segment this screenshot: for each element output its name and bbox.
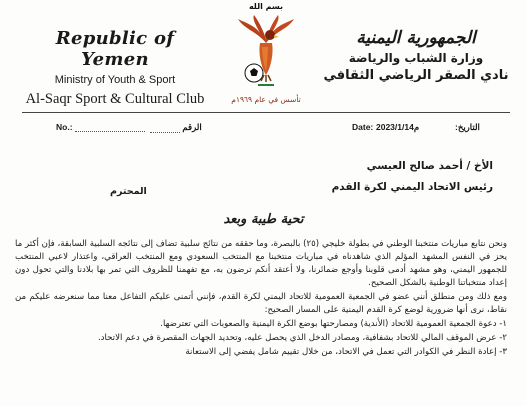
club-logo	[226, 2, 306, 110]
date-value: 2023/1/14م	[376, 122, 420, 132]
letterhead-arabic	[321, 28, 511, 83]
date-ar: التاريخ:	[455, 122, 480, 132]
logo-established-text: تأسس في عام ١٩٦٩م	[231, 95, 301, 104]
header-divider	[22, 112, 510, 113]
date-en: Date:	[352, 122, 374, 132]
body-paragraph-1: ونحن نتابع مباريات منتخبنا الوطني في بطولة خليجي (٢٥) بالبصرة، وما حققه من نتائج سلبية تضاف إلى نتائجه السلبية السابقة، فإن أكثر ما يحز في النفس المشهد المؤلم الذي شاهدناه في مباريات منتخبنا مع المنتخب السعودي ومع المنتخب العراقي، واعتذار لاعبي المنتخب للجمهور اليمني، وهو مشهد أدمى قلوبنا وأوجع ضمائرنا، ولا أعتقد أنكم ترضون به، مع تفهمنا للظروف التي تمر بها بلادنا والتي تحول دون إعداد منتخباتنا الوطنية بالشكل الصحيح.	[15, 239, 507, 288]
ministry-name-en: Ministry of Youth & Sport	[54, 74, 176, 86]
addressee-name: الأخ / أحمد صالح العيسي	[366, 160, 493, 172]
letterhead-english	[20, 28, 210, 108]
ref-number-en: No.:	[56, 122, 145, 132]
falcon-emblem-icon	[234, 13, 298, 93]
ref-number-ar: الرقم	[150, 122, 202, 133]
greeting-line: تحية طيبة وبعد	[223, 212, 304, 227]
letter-body	[15, 238, 507, 360]
club-name-ar: نادي الصقر الرياضي الثقافي	[323, 68, 509, 83]
country-name-ar: الجمهورية اليمنية	[356, 28, 476, 48]
addressee-title: رئيس الاتحاد اليمني لكرة القدم	[331, 181, 493, 193]
body-list-item-1: ١- دعوة الجمعية العمومية للاتحاد (الأندية) ومصارحتها بوضع الكرة اليمنية والصعوبات التي تعترضها.	[160, 319, 507, 329]
body-list-item-3: ٣- إعادة النظر في الكوادر التي تعمل في الاتحاد، من خلال تقييم شامل يفضي إلى الاستعانة	[185, 347, 507, 357]
addressee-honorific: المحترم	[110, 186, 147, 197]
ministry-name-ar: وزارة الشباب والرياضة	[348, 51, 484, 65]
body-paragraph-2: ومع ذلك ومن منطلق أنني عضو في الجمعية العمومية للاتحاد اليمني لكرة القدم، فإنني أتمنى عليكم التفاعل معنا مما سنعرضه عليكم من نقاط، نرى أنها ضرورية لوضع كرة القدم اليمنية على المسار الصحيح:	[15, 292, 507, 315]
logo-calligraphy: بسم الله	[248, 2, 284, 11]
body-list-item-2: ٢- عرض الموقف المالي للاتحاد بشفافية، ومصادر الدخل الذي يحصل عليه، وتحديد الجهات المقصرة في دعم الاتحاد.	[97, 333, 507, 343]
country-name-en: Republic of Yemen	[55, 28, 175, 70]
club-name-en: Al-Saqr Sport & Cultural Club	[25, 91, 205, 107]
